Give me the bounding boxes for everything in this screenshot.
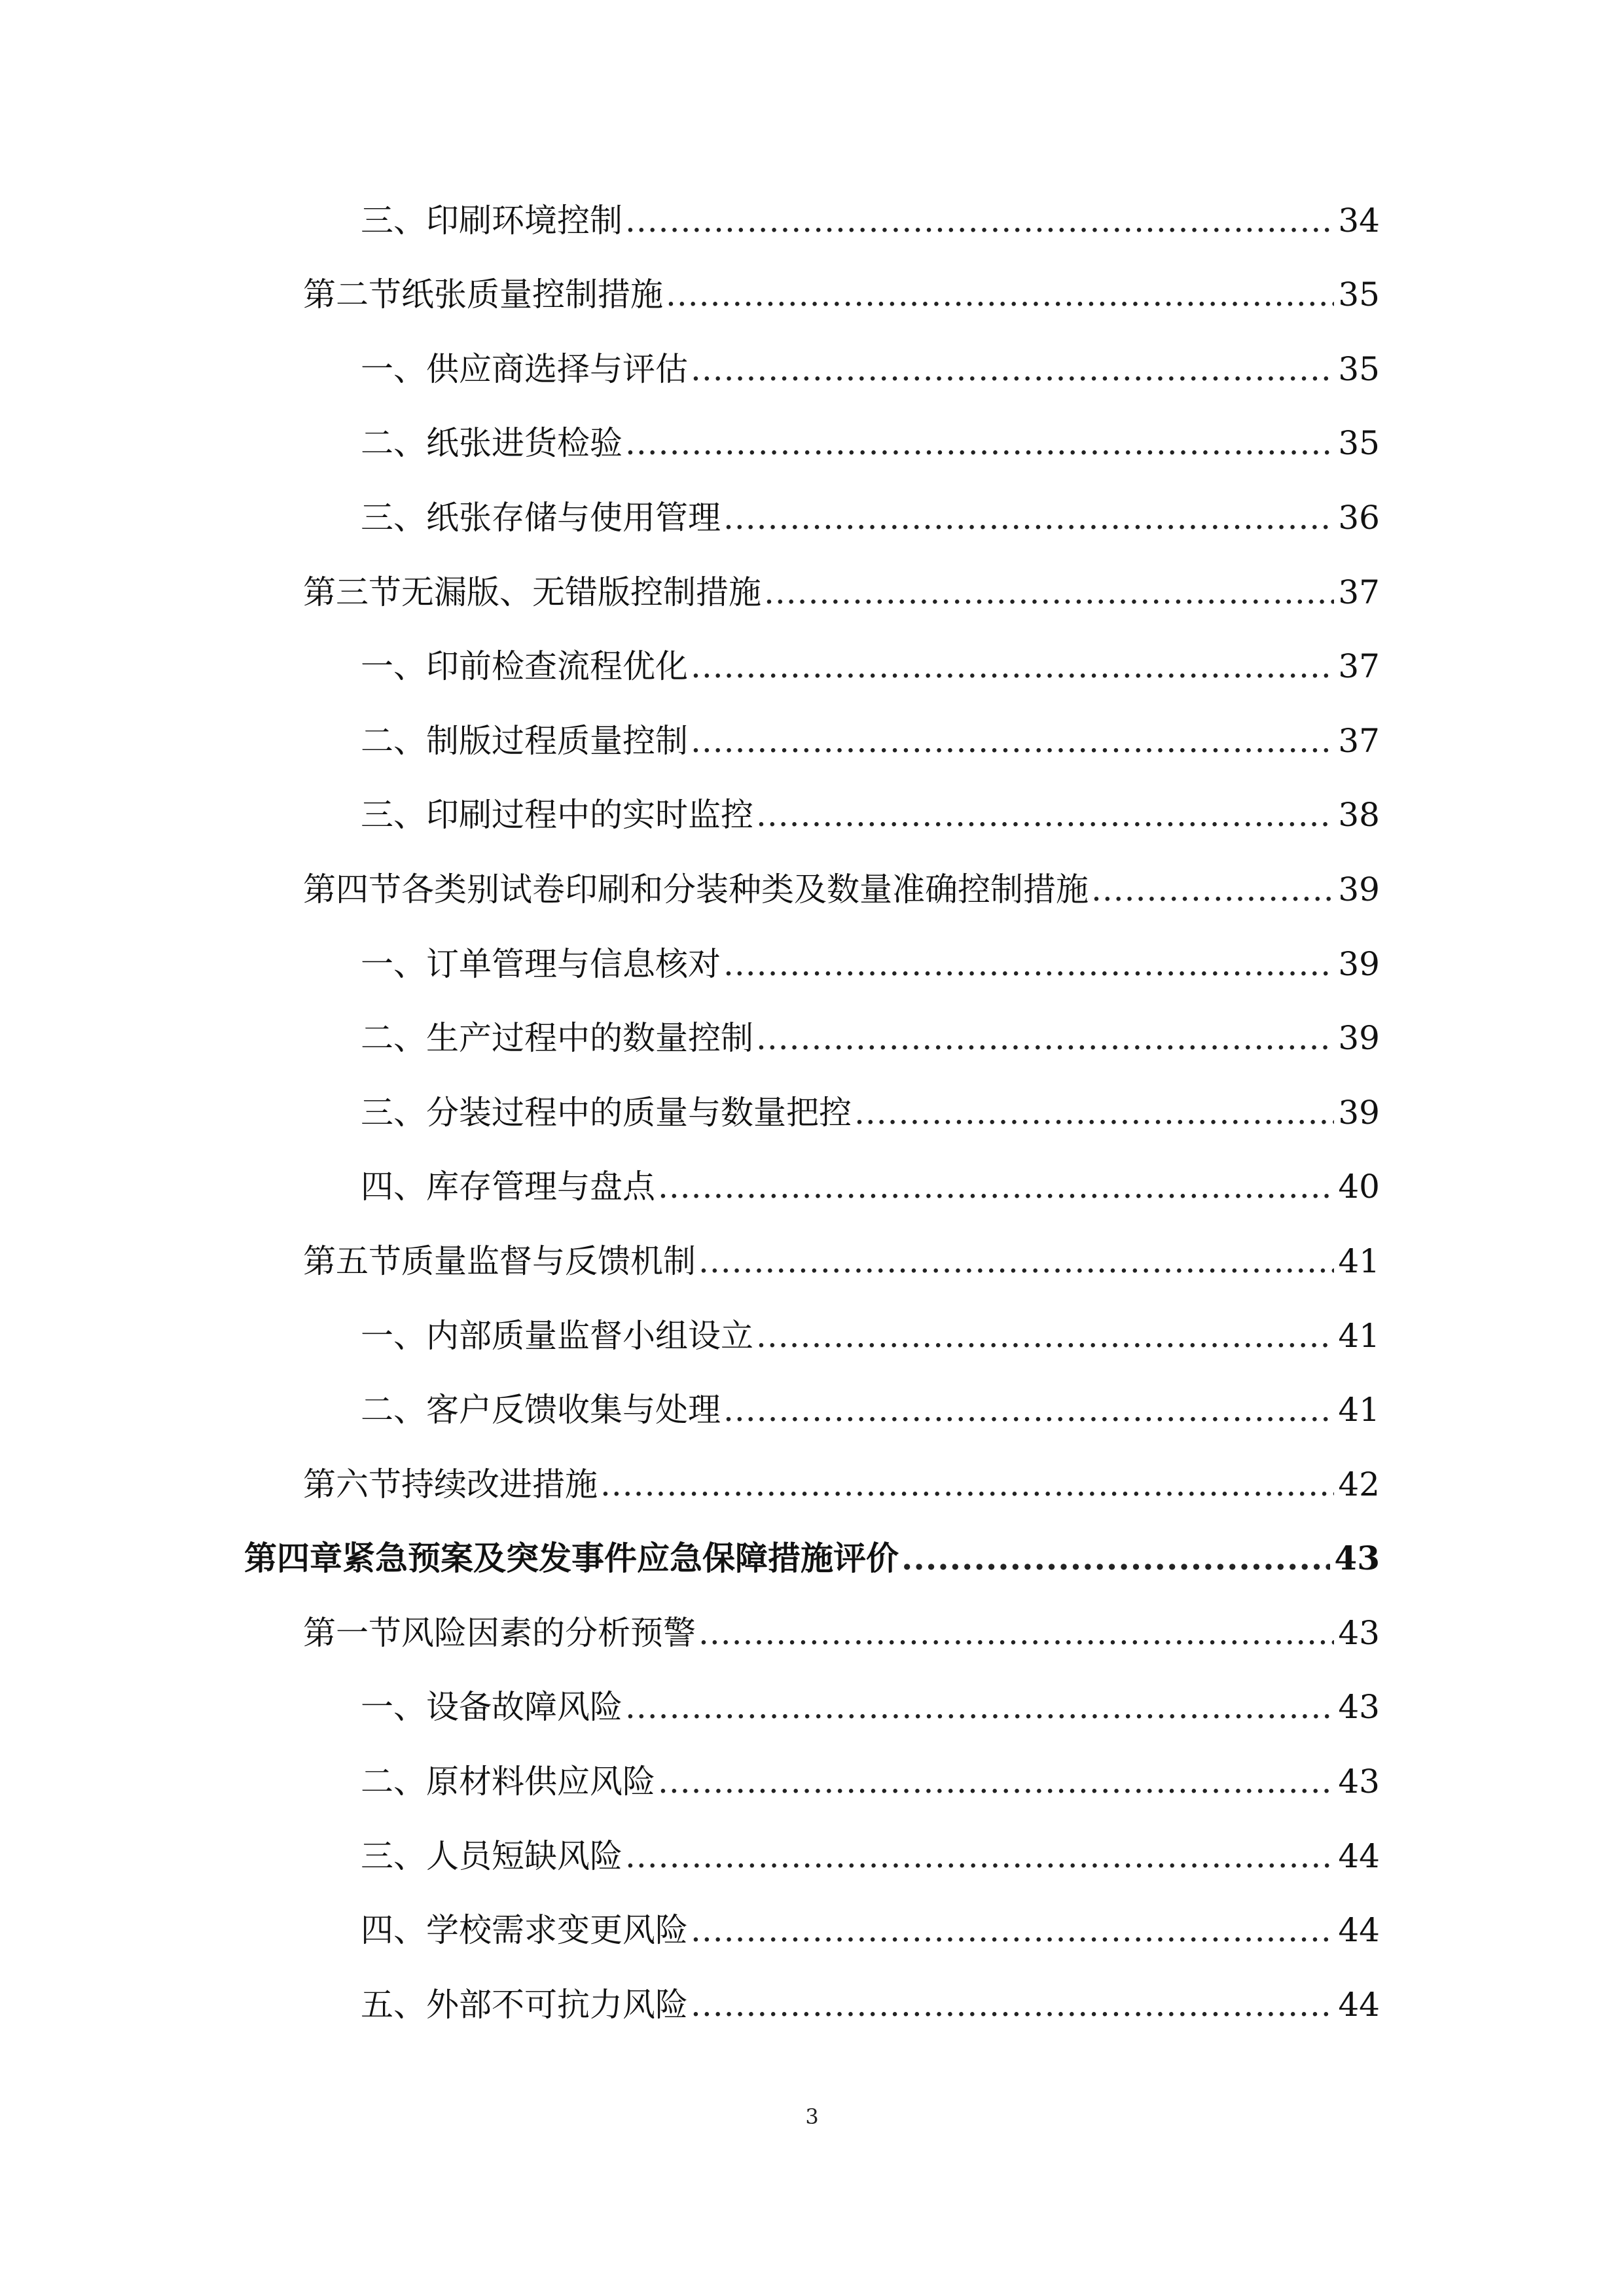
toc-entry-title: 人员短缺风险 [426, 1837, 623, 1875]
toc-entry-title: 学校需求变更风险 [426, 1911, 688, 1950]
toc-entry[interactable] [0, 335, 1624, 410]
toc-entry[interactable] [0, 1079, 1624, 1153]
toc-entry-number: 五、 [361, 1985, 426, 2024]
toc-dot-leader [600, 1465, 1334, 1504]
toc-entry[interactable] [0, 1302, 1624, 1376]
toc-entry-page: 43 [1338, 1763, 1380, 1801]
toc-entry-page: 44 [1338, 1985, 1380, 2024]
toc-entry-number: 一、 [361, 647, 426, 686]
toc-entry-page: 42 [1338, 1465, 1380, 1503]
toc-dot-leader [625, 201, 1334, 240]
toc-entry-page: 34 [1338, 201, 1380, 240]
toc-entry-title: 各类别试卷印刷和分装种类及数量准确控制措施 [401, 870, 1089, 908]
toc-entry-title: 原材料供应风险 [426, 1763, 655, 1801]
toc-dot-leader [723, 1390, 1334, 1429]
toc-dot-leader [691, 721, 1334, 761]
toc-entry-page: 44 [1338, 1911, 1380, 1950]
toc-entry-number: 第二节 [303, 276, 401, 314]
toc-entry[interactable] [0, 261, 1624, 336]
toc-entry-title: 持续改进措施 [401, 1465, 598, 1503]
toc-entry-number: 二、 [361, 1763, 426, 1801]
toc-entry-page: 39 [1338, 870, 1380, 908]
toc-entry-title: 客户反馈收集与处理 [426, 1391, 721, 1429]
toc-entry-title: 分装过程中的质量与数量把控 [426, 1093, 852, 1132]
toc-entry-page: 37 [1338, 721, 1380, 760]
toc-entry[interactable] [0, 1599, 1624, 1674]
toc-entry-number: 二、 [361, 721, 426, 760]
toc-entry-number: 一、 [361, 944, 426, 983]
toc-entry-number: 四、 [361, 1911, 426, 1950]
toc-dot-leader [901, 1539, 1330, 1578]
toc-entry-number: 第一节 [303, 1613, 401, 1652]
toc-entry-title: 印前检查流程优化 [426, 647, 688, 686]
toc-entry-page: 39 [1338, 1019, 1380, 1058]
toc-entry-title: 订单管理与信息核对 [426, 944, 721, 983]
toc-entry-title: 印刷环境控制 [426, 201, 623, 240]
toc-entry[interactable] [0, 930, 1624, 1005]
toc-entry-title: 纸张存储与使用管理 [426, 498, 721, 537]
toc-entry-page: 44 [1338, 1837, 1380, 1875]
toc-entry-page: 43 [1338, 1613, 1380, 1652]
toc-dot-leader [691, 1910, 1334, 1950]
toc-entry-number: 二、 [361, 1019, 426, 1058]
toc-entry-title: 库存管理与盘点 [426, 1168, 655, 1206]
toc-entry-number: 三、 [361, 201, 426, 240]
toc-entry-number: 二、 [361, 424, 426, 463]
toc-entry-number: 第五节 [303, 1242, 401, 1280]
page-number: 3 [805, 2104, 819, 2129]
toc-dot-leader [625, 423, 1334, 463]
toc-dot-leader [756, 795, 1334, 834]
toc-entry-title: 内部质量监督小组设立 [426, 1316, 753, 1355]
toc-entry-page: 36 [1338, 498, 1380, 537]
toc-entry-page: 39 [1338, 1093, 1380, 1132]
toc-entry-page: 37 [1338, 647, 1380, 686]
toc-dot-leader [691, 1985, 1334, 2024]
toc-entry-page: 41 [1338, 1316, 1380, 1355]
table-of-contents [0, 187, 1624, 2045]
toc-entry[interactable] [0, 1227, 1624, 1302]
toc-entry-number: 一、 [361, 1688, 426, 1727]
toc-entry[interactable] [0, 855, 1624, 930]
toc-entry-number: 三、 [361, 498, 426, 537]
toc-dot-leader [658, 1762, 1334, 1801]
toc-entry-number: 一、 [361, 1316, 426, 1355]
toc-entry[interactable] [0, 1153, 1624, 1228]
toc-entry-title: 无漏版、无错版控制措施 [401, 573, 761, 611]
toc-entry-page: 43 [1338, 1688, 1380, 1727]
toc-entry[interactable] [0, 1822, 1624, 1897]
toc-dot-leader [756, 1018, 1334, 1058]
toc-entry[interactable] [0, 558, 1624, 633]
toc-entry-number: 第六节 [303, 1465, 401, 1503]
toc-dot-leader [854, 1093, 1334, 1132]
toc-entry[interactable] [0, 410, 1624, 484]
toc-entry-number: 三、 [361, 1093, 426, 1132]
toc-entry-page: 35 [1338, 350, 1380, 388]
toc-dot-leader [666, 275, 1334, 314]
toc-entry-title: 供应商选择与评估 [426, 350, 688, 388]
toc-entry[interactable] [0, 1748, 1624, 1822]
toc-entry-page: 41 [1338, 1391, 1380, 1429]
toc-dot-leader [698, 1242, 1334, 1281]
toc-entry[interactable] [0, 707, 1624, 781]
toc-entry[interactable] [0, 1971, 1624, 2045]
toc-entry[interactable] [0, 1376, 1624, 1451]
toc-dot-leader [691, 647, 1334, 686]
toc-dot-leader [1091, 870, 1334, 909]
toc-dot-leader [764, 573, 1334, 612]
toc-entry[interactable] [0, 1005, 1624, 1079]
toc-entry-page: 35 [1338, 276, 1380, 314]
toc-dot-leader [625, 1687, 1334, 1727]
toc-entry-number: 三、 [361, 1837, 426, 1875]
toc-entry-number: 二、 [361, 1391, 426, 1429]
toc-entry-title: 生产过程中的数量控制 [426, 1019, 753, 1058]
toc-entry-number: 四、 [361, 1168, 426, 1206]
toc-entry-title: 质量监督与反馈机制 [401, 1242, 696, 1280]
toc-entry-number: 三、 [361, 796, 426, 834]
toc-dot-leader [756, 1316, 1334, 1355]
toc-entry-title: 制版过程质量控制 [426, 721, 688, 760]
toc-entry-title: 外部不可抗力风险 [426, 1985, 688, 2024]
toc-entry[interactable] [0, 484, 1624, 558]
toc-dot-leader [698, 1613, 1334, 1653]
toc-entry-title: 印刷过程中的实时监控 [426, 796, 753, 834]
toc-entry[interactable] [0, 1450, 1624, 1525]
toc-entry-page: 43 [1334, 1539, 1380, 1578]
toc-entry-page: 39 [1338, 944, 1380, 983]
toc-dot-leader [658, 1167, 1334, 1206]
toc-entry-number: 一、 [361, 350, 426, 388]
toc-dot-leader [723, 498, 1334, 537]
toc-entry-title: 纸张质量控制措施 [401, 276, 663, 314]
toc-dot-leader [691, 350, 1334, 389]
toc-entry-title: 紧急预案及突发事件应急保障措施评价 [342, 1539, 899, 1578]
toc-entry[interactable] [0, 187, 1624, 261]
toc-entry[interactable] [0, 1674, 1624, 1748]
toc-entry-page: 35 [1338, 424, 1380, 463]
toc-entry[interactable] [0, 1897, 1624, 1971]
toc-entry-title: 纸张进货检验 [426, 424, 623, 463]
toc-entry[interactable] [0, 1525, 1624, 1600]
toc-entry[interactable] [0, 781, 1624, 856]
toc-entry-number: 第四节 [303, 870, 401, 908]
toc-entry-page: 37 [1338, 573, 1380, 611]
toc-dot-leader [625, 1837, 1334, 1876]
toc-entry[interactable] [0, 633, 1624, 708]
toc-entry-page: 41 [1338, 1242, 1380, 1280]
toc-dot-leader [723, 944, 1334, 984]
toc-entry-title: 设备故障风险 [426, 1688, 623, 1727]
toc-entry-page: 38 [1338, 796, 1380, 834]
toc-entry-number: 第四章 [244, 1539, 342, 1578]
toc-entry-title: 风险因素的分析预警 [401, 1613, 696, 1652]
toc-entry-page: 40 [1338, 1168, 1380, 1206]
toc-entry-number: 第三节 [303, 573, 401, 611]
